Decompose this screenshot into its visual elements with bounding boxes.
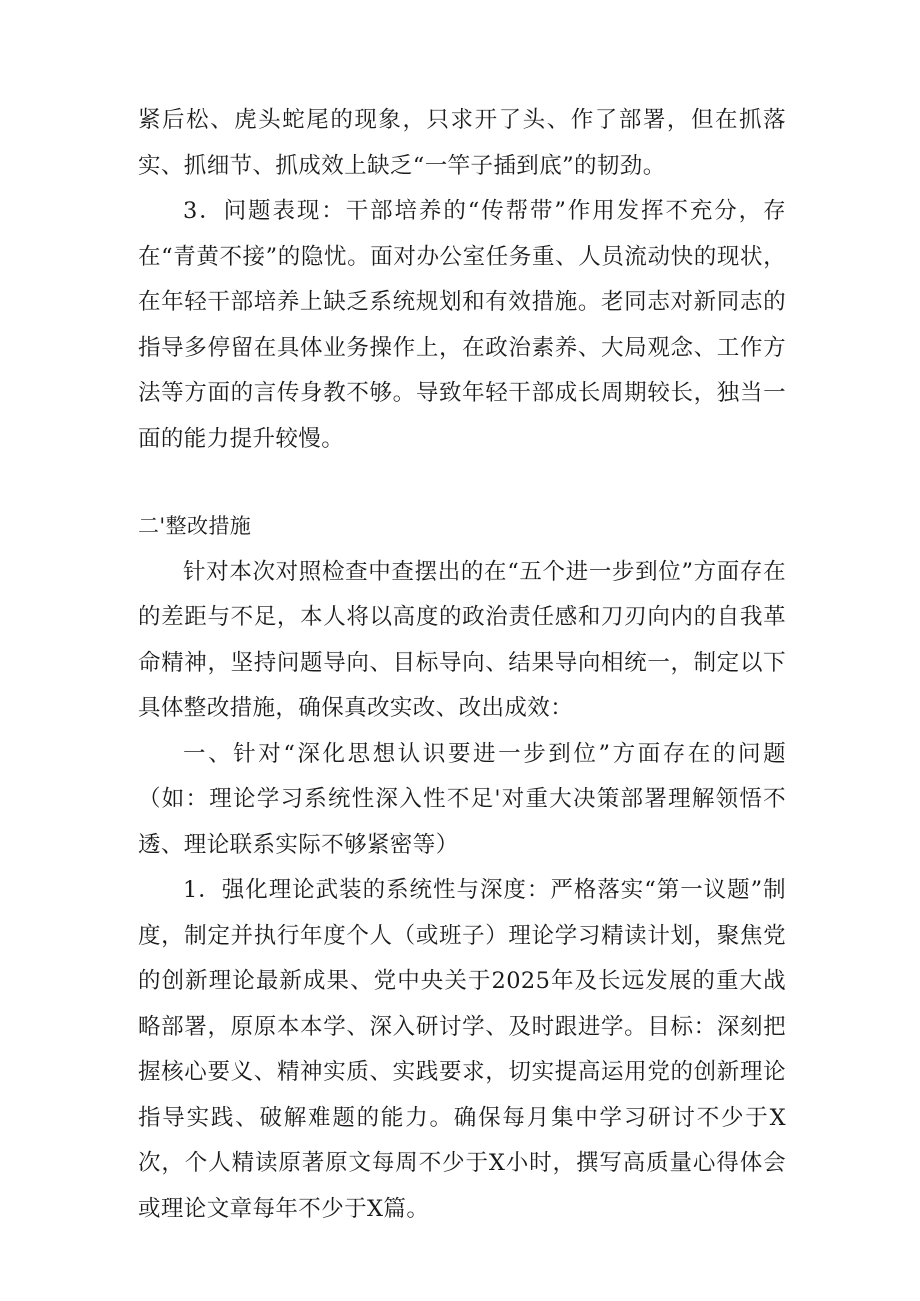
paragraph-item-1: 一、针对“深化思想认识要进一步到位”方面存在的问题（如：理论学习系统性深入性不足'对重大决策部署理解领悟不透、理论联系实际不够紧密等）: [138, 740, 786, 858]
paragraph-intro: 针对本次对照检查中查摆出的在“五个进一步到位”方面存在的差距与不足，本人将以高度的政治责任感和刀刃向内的自我革命精神，坚持问题导向、目标导向、结果导向相统一，制定以下具体整改措施，确保真改实改、改出成效：: [138, 558, 786, 721]
section-heading: 二'整改措施: [138, 514, 252, 538]
document-body: [138, 98, 786, 1232]
paragraph-measure-1: 1．强化理论武装的系统性与深度：严格落实“第一议题”制度，制定并执行年度个人（或班子）理论学习精读计划，聚焦党的创新理论最新成果、党中央关于2025年及长远发展的重大战略部署，原原本本学、深入研讨学、及时跟进学。目标：深刻把握核心要义、精神实质、实践要求，切实提高运用党的创新理论指导实践、破解难题的能力。确保每月集中学习研讨不少于X次，个人精读原著原文每周不少于X小时，撰写高质量心得体会或理论文章每年不少于X篇。: [138, 877, 786, 1222]
paragraph-continuation: 紧后松、虎头蛇尾的现象，只求开了头、作了部署，但在抓落实、抓细节、抓成效上缺乏“一竿子插到底”的韧劲。: [138, 107, 786, 179]
paragraph-problem-3: 3．问题表现：干部培养的“传帮带”作用发挥不充分，存在“青黄不接”的隐忧。面对办公室任务重、人员流动快的现状，在年轻干部培养上缺乏系统规划和有效措施。老同志对新同志的指导多停留在具体业务操作上，在政治素养、大局观念、工作方法等方面的言传身教不够。导致年轻干部成长周期较长，独当一面的能力提升较慢。: [138, 198, 786, 452]
